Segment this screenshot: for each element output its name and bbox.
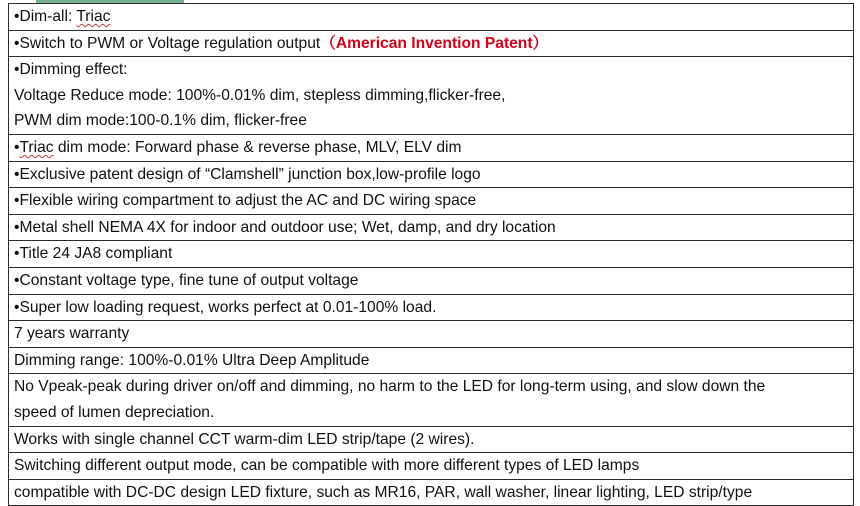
table-row xyxy=(9,479,854,506)
feature-cell-output-mode: Switching different output mode, can be compatible with more different types of LED lamps xyxy=(9,453,854,480)
table-row xyxy=(9,267,854,294)
feature-cell-switch-pwm xyxy=(9,30,854,57)
feature-cell-dimming-effect xyxy=(9,57,854,135)
row-text-triac: Triac xyxy=(76,8,111,25)
feature-cell-nema: •Metal shell NEMA 4X for indoor and outdoor use; Wet, damp, and dry location xyxy=(9,214,854,241)
table-row xyxy=(9,57,854,135)
table-row xyxy=(9,241,854,268)
table-row xyxy=(9,321,854,348)
feature-cell-no-vpeak xyxy=(9,374,854,426)
row-text: dim mode: Forward phase & reverse phase, MLV, ELV dim xyxy=(53,138,462,156)
table-row xyxy=(9,4,854,31)
no-vpeak-line-1: No Vpeak-peak during driver on/off and dimming, no harm to the LED for long-term using, and slow down the xyxy=(14,378,766,396)
feature-cell-dimming-range: Dimming range: 100%-0.01% Ultra Deep Amplitude xyxy=(9,347,854,374)
feature-cell-dim-all xyxy=(9,4,854,31)
feature-cell-low-loading: •Super low loading request, works perfect at 0.01-100% load. xyxy=(9,294,854,321)
feature-cell-title24: •Title 24 JA8 compliant xyxy=(9,241,854,268)
table-row xyxy=(9,294,854,321)
table-row xyxy=(9,30,854,57)
table-row xyxy=(9,161,854,188)
spec-sheet xyxy=(8,0,853,501)
table-row xyxy=(9,134,854,161)
features-table xyxy=(8,3,854,506)
table-row xyxy=(9,426,854,453)
table-row xyxy=(9,374,854,426)
feature-cell-warranty: 7 years warranty xyxy=(9,321,854,348)
feature-cell-clamshell: •Exclusive patent design of “Clamshell” junction box,low-profile logo xyxy=(9,161,854,188)
voltage-reduce-mode-line: Voltage Reduce mode: 100%-0.01% dim, stepless dimming,flicker-free, xyxy=(14,86,506,104)
row-text: •Switch to PWM or Voltage regulation output xyxy=(14,34,321,52)
pwm-dim-mode-line: PWM dim mode:100-0.1% dim, flicker-free xyxy=(14,112,307,130)
table-row xyxy=(9,214,854,241)
row-text: •Dim-all: xyxy=(14,8,77,25)
feature-cell-cct-strip: Works with single channel CCT warm-dim LED strip/tape (2 wires). xyxy=(9,426,854,453)
table-row xyxy=(9,453,854,480)
table-row xyxy=(9,347,854,374)
feature-cell-wiring: •Flexible wiring compartment to adjust the AC and DC wiring space xyxy=(9,188,854,215)
patent-highlight: （American Invention Patent） xyxy=(320,34,549,52)
feature-cell-triac-mode xyxy=(9,134,854,161)
dimming-effect-heading: •Dimming effect: xyxy=(14,61,128,79)
feature-cell-dc-dc: compatible with DC-DC design LED fixture, such as MR16, PAR, wall washer, linear lighting, LED strip/type xyxy=(9,479,854,506)
row-text: • xyxy=(14,138,20,156)
no-vpeak-line-2: speed of lumen depreciation. xyxy=(14,403,215,421)
row-text-triac: Triac xyxy=(19,138,54,156)
feature-cell-constant-voltage: •Constant voltage type, fine tune of output voltage xyxy=(9,267,854,294)
table-row xyxy=(9,188,854,215)
